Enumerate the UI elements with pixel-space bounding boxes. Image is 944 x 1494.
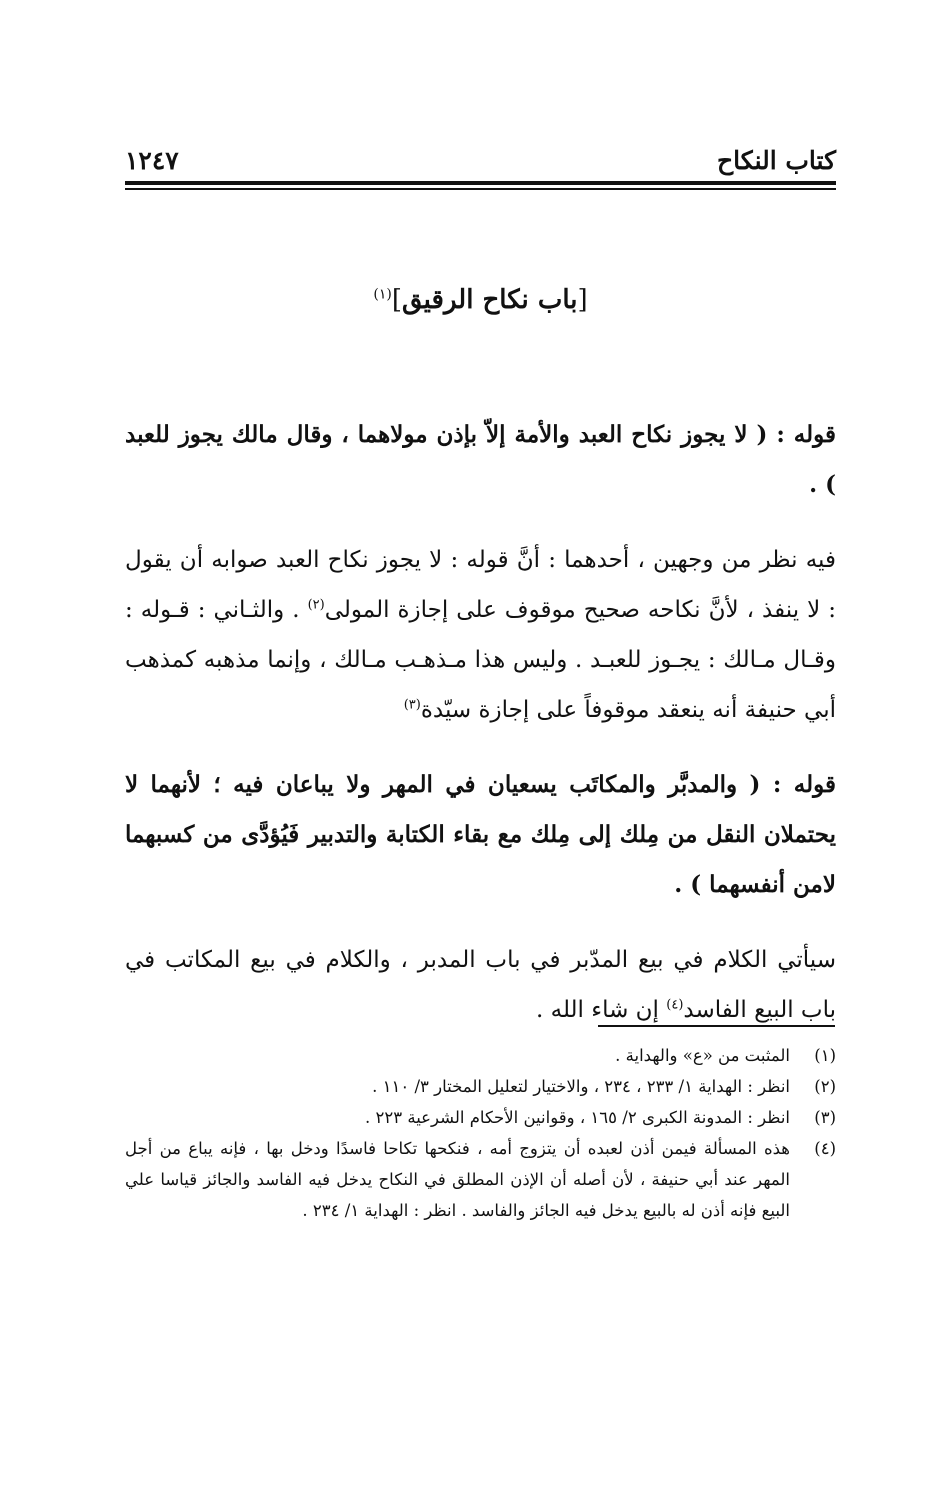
footnote-3 <box>125 1102 836 1133</box>
paragraph-quote-1 <box>125 410 836 510</box>
footnote-4 <box>125 1133 836 1226</box>
chapter-close-bracket: ] <box>391 285 402 315</box>
body-text <box>125 410 836 1060</box>
footnote-number: (٤) <box>814 1139 836 1158</box>
footnote-text: المثبت من «ع» والهداية . <box>615 1046 790 1065</box>
footnote-text: انظر : الهداية ١/ ٢٣٣ ، ٢٣٤ ، والاختيار لتعليل المختار ٣/ ١١٠ . <box>372 1077 790 1096</box>
chapter-title: باب نكاح الرقيق <box>401 285 578 315</box>
footnote-separator <box>598 1025 835 1027</box>
paragraph-text: قوله : ( والمدبَّر والمكاتَب يسعيان في المهر ولا يباعان فيه ؛ لأنهما لا يحتملان النقل من مِلك إلى مِلك مع بقاء الكتابة والتدبير فَيُؤدَّى من كسبهما لامن أنفسهما ) . <box>125 771 836 898</box>
paragraph-text: إن شاء الله . <box>535 997 667 1023</box>
running-header <box>125 140 836 180</box>
footnote-number: (١) <box>814 1046 836 1065</box>
chapter-footnote-ref: (١) <box>373 286 392 303</box>
footnote-number: (٢) <box>814 1077 836 1096</box>
footnote-ref-4: (٤) <box>666 997 684 1013</box>
footnotes <box>125 1040 836 1226</box>
footnote-1 <box>125 1040 836 1071</box>
footnote-2 <box>125 1071 836 1102</box>
paragraph-text: سيأتي الكلام في بيع المدّبر في باب المدبر ، والكلام في بيع المكاتب في باب البيع الفاسد <box>125 947 836 1023</box>
chapter-heading <box>125 285 836 315</box>
footnote-ref-3: (٣) <box>403 697 421 713</box>
paragraph-commentary-2 <box>125 935 836 1035</box>
footnote-text: هذه المسألة فيمن أذن لعبده أن يتزوج أمه ، فنكحها تكاحا فاسدًا ودخل بها ، فإنه يباع من أجل المهر عند أبي حنيفة ، لأن أصله أن الإذن المطلق في النكاح يدخل فيه الفاسد والجائز قياسا علي البيع فإنه أذن له بالبيع يدخل فيه الجائز والفاسد . انظر : الهداية ١/ ٢٣٤ . <box>125 1139 790 1220</box>
footnote-ref-2: (٢) <box>307 597 325 613</box>
header-rule-thick <box>125 181 836 185</box>
paragraph-quote-2 <box>125 760 836 910</box>
page-number: ١٢٤٧ <box>125 146 179 175</box>
book-title: كتاب النكاح <box>717 146 836 175</box>
paragraph-commentary-1 <box>125 535 836 735</box>
paragraph-text: . والثـاني : قـوله : وقـال مـالك : يجـوز للعبـد . وليس هذا مـذهـب مـالك ، وإنما مذهبه كمذهب أبي حنيفة أنه ينعقد موقوفاً على إجازة سيّدة <box>125 597 836 723</box>
header-rule-thin <box>125 188 836 190</box>
footnote-text: انظر : المدونة الكبرى ٢/ ١٦٥ ، وقوانين الأحكام الشرعية ٢٢٣ . <box>365 1108 790 1127</box>
chapter-open-bracket: [ <box>577 285 588 315</box>
paragraph-text: قوله : ( لا يجوز نكاح العبد والأمة إلاّ بإذن مولاهما ، وقال مالك يجوز للعبد ) . <box>125 421 836 498</box>
paragraph-text: فيه نظر من وجهين ، أحدهما : أنَّ قوله : لا يجوز نكاح العبد صوابه أن يقول : لا ينفذ ، لأنَّ نكاحه صحيح موقوف على إجازة المولى <box>125 547 836 623</box>
footnote-number: (٣) <box>814 1108 836 1127</box>
